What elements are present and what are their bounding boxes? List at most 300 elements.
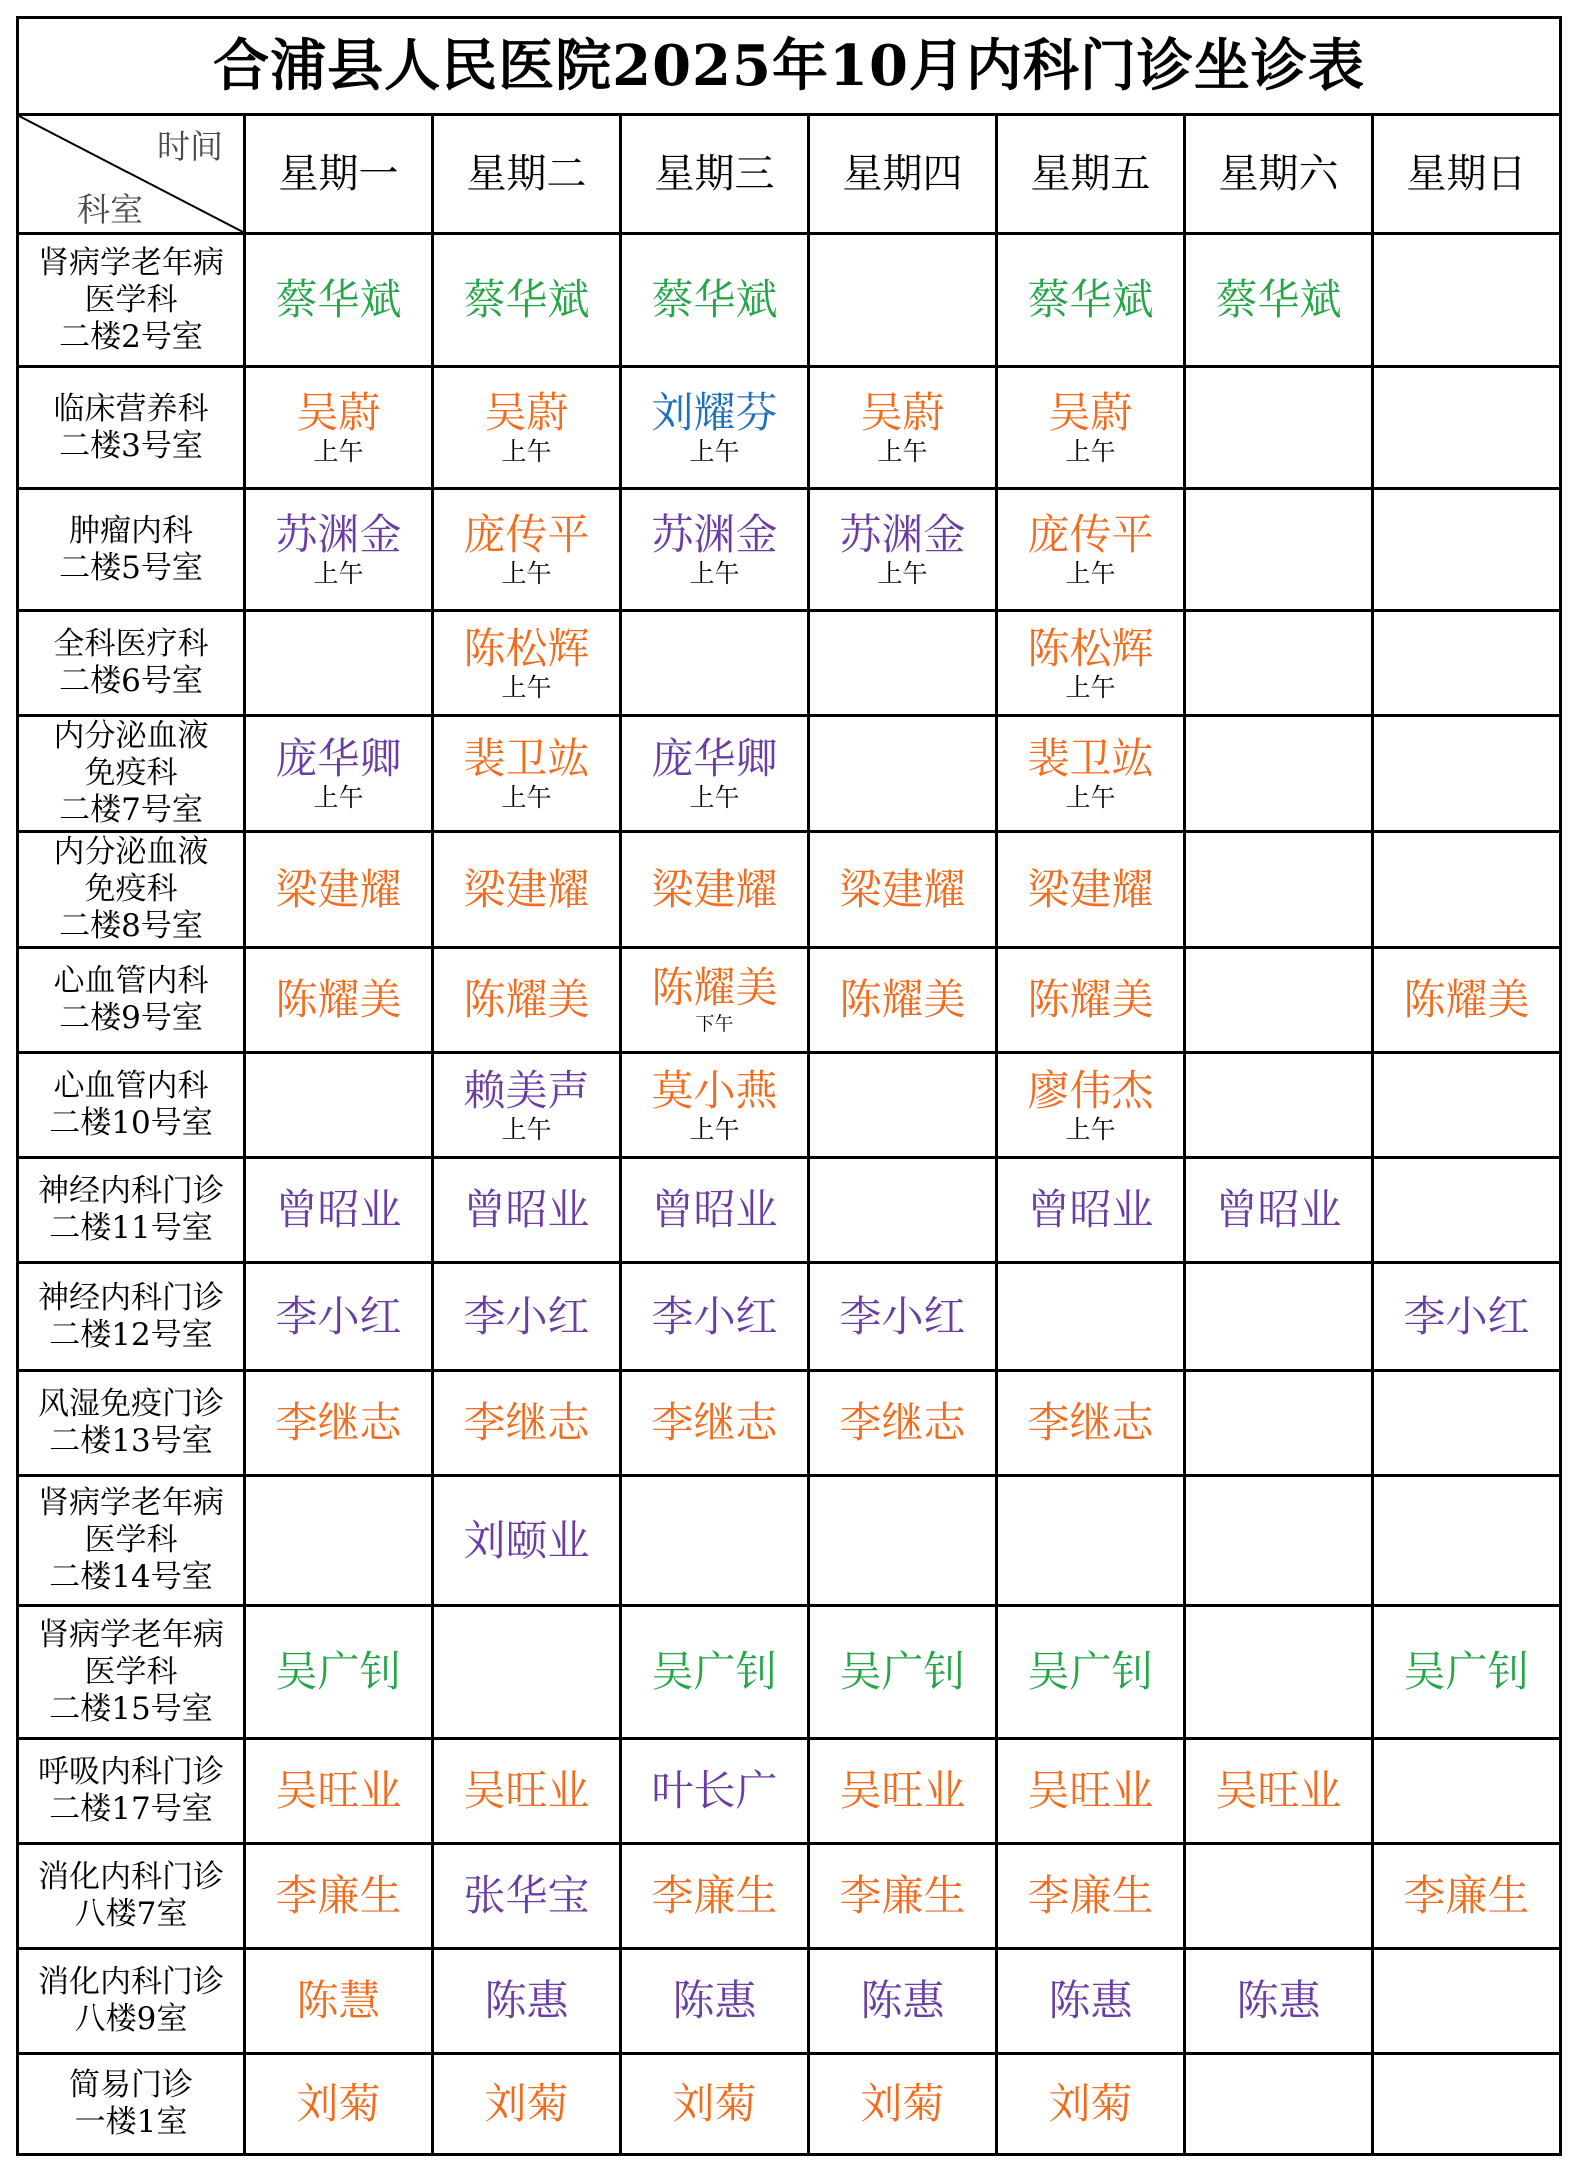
department-label-line: 心血管内科 xyxy=(53,1068,209,1104)
doctor-entry xyxy=(998,977,1183,1023)
department-label-line: 内分泌血液 xyxy=(53,718,209,754)
doctor-name: 李继志 xyxy=(1027,1398,1154,1447)
schedule-cell xyxy=(809,2054,997,2155)
doctor-entry xyxy=(246,1649,431,1695)
doctor-entry xyxy=(246,277,431,323)
schedule-cell xyxy=(433,2054,621,2155)
doctor-entry xyxy=(622,864,807,914)
session-label: 上午 xyxy=(689,437,740,466)
corner-dept-label: 科室 xyxy=(77,190,143,229)
department-label-line: 肿瘤内科 xyxy=(69,512,193,549)
schedule-cell xyxy=(1185,1949,1373,2054)
department-cell xyxy=(18,1371,245,1476)
department-cell xyxy=(18,1844,245,1949)
doctor-entry xyxy=(622,1873,807,1919)
schedule-cell xyxy=(1185,948,1373,1053)
doctor-name: 梁建耀 xyxy=(275,864,402,914)
doctor-entry xyxy=(246,977,431,1023)
department-label-line: 简易门诊 xyxy=(69,2067,193,2103)
schedule-cell xyxy=(1185,1263,1373,1371)
doctor-name: 廖伟杰 xyxy=(1027,1065,1154,1115)
schedule-cell xyxy=(621,234,809,367)
schedule-cell xyxy=(245,611,433,716)
schedule-cell xyxy=(997,367,1185,489)
doctor-entry xyxy=(998,1187,1183,1233)
schedule-cell xyxy=(809,611,997,716)
doctor-name: 陈惠 xyxy=(672,1976,757,2025)
day-header-sunday: 星期日 xyxy=(1373,115,1561,234)
department-cell xyxy=(18,1053,245,1158)
doctor-entry xyxy=(1186,1187,1371,1233)
department-cell xyxy=(18,832,245,948)
doctor-name: 庞华卿 xyxy=(651,734,778,783)
session-label: 上午 xyxy=(1065,783,1116,812)
doctor-entry xyxy=(810,1873,995,1919)
schedule-cell xyxy=(1185,234,1373,367)
doctor-name: 李廉生 xyxy=(1403,1871,1530,1920)
doctor-entry xyxy=(998,1649,1183,1695)
doctor-name: 蔡华斌 xyxy=(1215,275,1342,324)
schedule-row xyxy=(18,1158,1561,1263)
doctor-entry xyxy=(246,512,431,587)
department-label-line: 二楼7号室 xyxy=(59,792,203,828)
department-label-line: 二楼9号室 xyxy=(59,1000,203,1036)
department-label-line: 神经内科门诊 xyxy=(38,1173,224,1209)
doctor-entry xyxy=(998,864,1183,914)
doctor-entry xyxy=(246,1400,431,1446)
corner-time-label: 时间 xyxy=(157,127,223,166)
schedule-cell xyxy=(433,1739,621,1844)
doctor-name: 吴旺业 xyxy=(275,1766,402,1815)
schedule-row xyxy=(18,1606,1561,1739)
schedule-cell xyxy=(433,832,621,948)
schedule-cell xyxy=(245,1476,433,1606)
doctor-entry xyxy=(622,1065,807,1144)
session-label: 上午 xyxy=(1065,559,1116,588)
doctor-name: 苏渊金 xyxy=(275,510,402,559)
doctor-name: 陈耀美 xyxy=(1403,975,1530,1024)
schedule-cell xyxy=(1185,832,1373,948)
doctor-name: 吴旺业 xyxy=(463,1766,590,1815)
schedule-cell xyxy=(1373,367,1561,489)
doctor-entry xyxy=(434,1065,619,1144)
doctor-entry xyxy=(246,1873,431,1919)
doctor-name: 陈惠 xyxy=(860,1976,945,2025)
schedule-cell xyxy=(997,1158,1185,1263)
schedule-cell xyxy=(433,1263,621,1371)
schedule-cell xyxy=(1373,1371,1561,1476)
doctor-entry xyxy=(998,1400,1183,1446)
department-label-line: 心血管内科 xyxy=(53,963,209,999)
schedule-cell xyxy=(809,832,997,948)
day-header-thursday: 星期四 xyxy=(809,115,997,234)
schedule-cell xyxy=(997,1263,1185,1371)
department-label-line: 风湿免疫门诊 xyxy=(38,1386,224,1422)
doctor-name: 陈松辉 xyxy=(463,623,590,673)
doctor-entry xyxy=(246,1768,431,1814)
schedule-cell xyxy=(1373,1739,1561,1844)
title-row xyxy=(18,18,1561,115)
doctor-name: 庞传平 xyxy=(1027,510,1154,559)
doctor-entry xyxy=(622,1768,807,1814)
doctor-name: 吴广钊 xyxy=(1027,1647,1154,1696)
session-label: 上午 xyxy=(1065,437,1116,466)
schedule-cell xyxy=(433,489,621,611)
doctor-entry xyxy=(434,864,619,914)
schedule-cell xyxy=(621,1844,809,1949)
schedule-cell xyxy=(433,1053,621,1158)
doctor-name: 陈耀美 xyxy=(651,963,778,1012)
doctor-name: 裴卫竑 xyxy=(463,734,590,783)
doctor-name: 蔡华斌 xyxy=(1027,275,1154,324)
schedule-row xyxy=(18,1371,1561,1476)
schedule-cell xyxy=(245,832,433,948)
schedule-cell xyxy=(1185,367,1373,489)
doctor-name: 苏渊金 xyxy=(839,510,966,559)
schedule-cell xyxy=(1373,1158,1561,1263)
schedule-row xyxy=(18,948,1561,1053)
schedule-row xyxy=(18,1949,1561,2054)
department-label-line: 一楼1室 xyxy=(74,2104,188,2140)
schedule-cell xyxy=(245,716,433,832)
schedule-cell xyxy=(1185,1606,1373,1739)
schedule-cell xyxy=(997,716,1185,832)
schedule-cell xyxy=(245,1263,433,1371)
doctor-name: 陈耀美 xyxy=(839,975,966,1024)
department-label-line: 二楼13号室 xyxy=(49,1423,213,1459)
schedule-cell xyxy=(809,716,997,832)
doctor-name: 蔡华斌 xyxy=(275,275,402,324)
schedule-cell xyxy=(1373,1844,1561,1949)
department-label-line: 临床营养科 xyxy=(53,390,209,427)
doctor-name: 吴广钊 xyxy=(651,1647,778,1696)
schedule-row xyxy=(18,1263,1561,1371)
department-label-line: 二楼14号室 xyxy=(49,1559,213,1595)
session-label: 上午 xyxy=(877,437,928,466)
schedule-cell xyxy=(809,1844,997,1949)
doctor-name: 赖美声 xyxy=(463,1065,590,1115)
doctor-name: 吴蔚 xyxy=(860,388,945,437)
session-label: 上午 xyxy=(501,1114,552,1144)
schedule-cell xyxy=(245,1371,433,1476)
doctor-entry xyxy=(246,1291,431,1341)
schedule-cell xyxy=(245,1158,433,1263)
doctor-entry xyxy=(434,2081,619,2127)
doctor-entry xyxy=(246,2081,431,2127)
schedule-cell xyxy=(621,1476,809,1606)
schedule-cell xyxy=(621,611,809,716)
doctor-entry xyxy=(998,1873,1183,1919)
doctor-entry xyxy=(246,864,431,914)
session-label: 上午 xyxy=(313,783,364,812)
doctor-entry xyxy=(246,1187,431,1233)
schedule-cell xyxy=(997,1949,1185,2054)
department-cell xyxy=(18,1739,245,1844)
schedule-cell xyxy=(1373,1263,1561,1371)
schedule-cell xyxy=(621,1371,809,1476)
doctor-name: 刘菊 xyxy=(484,2079,569,2128)
schedule-cell xyxy=(245,1949,433,2054)
doctor-entry xyxy=(434,277,619,323)
schedule-cell xyxy=(245,2054,433,2155)
header-row xyxy=(18,115,1561,234)
doctor-entry xyxy=(810,864,995,914)
session-label: 上午 xyxy=(313,437,364,466)
day-header-monday: 星期一 xyxy=(245,115,433,234)
schedule-cell xyxy=(1185,611,1373,716)
doctor-name: 吴广钊 xyxy=(839,1647,966,1696)
doctor-name: 李廉生 xyxy=(275,1871,402,1920)
doctor-name: 李继志 xyxy=(839,1398,966,1447)
schedule-cell xyxy=(621,2054,809,2155)
schedule-cell xyxy=(809,489,997,611)
department-label-line: 肾病学老年病 xyxy=(38,1485,224,1521)
doctor-entry xyxy=(434,1978,619,2024)
doctor-entry xyxy=(434,623,619,702)
department-cell xyxy=(18,716,245,832)
schedule-cell xyxy=(809,367,997,489)
day-header-tuesday: 星期二 xyxy=(433,115,621,234)
schedule-cell xyxy=(997,1476,1185,1606)
doctor-entry xyxy=(998,390,1183,465)
session-label: 上午 xyxy=(313,559,364,588)
department-label-line: 二楼15号室 xyxy=(49,1690,213,1727)
doctor-entry xyxy=(810,1768,995,1814)
doctor-name: 刘颐业 xyxy=(463,1515,590,1565)
doctor-name: 裴卫竑 xyxy=(1027,734,1154,783)
department-label-line: 二楼17号室 xyxy=(49,1791,213,1827)
doctor-name: 庞华卿 xyxy=(275,734,402,783)
schedule-cell xyxy=(997,234,1185,367)
doctor-entry xyxy=(998,512,1183,587)
doctor-name: 李廉生 xyxy=(839,1871,966,1920)
doctor-name: 李小红 xyxy=(651,1291,778,1341)
corner-header xyxy=(19,116,243,232)
doctor-name: 曾昭业 xyxy=(275,1185,402,1234)
schedule-cell xyxy=(809,1949,997,2054)
schedule-cell xyxy=(1185,1739,1373,1844)
department-label-line: 二楼6号室 xyxy=(59,663,203,699)
department-label-line: 免疫科 xyxy=(84,755,178,791)
doctor-name: 吴旺业 xyxy=(1027,1766,1154,1815)
schedule-row xyxy=(18,832,1561,948)
department-cell xyxy=(18,234,245,367)
schedule-cell xyxy=(433,1606,621,1739)
department-label-line: 医学科 xyxy=(84,281,178,318)
schedule-cell xyxy=(809,234,997,367)
schedule-row xyxy=(18,1476,1561,1606)
doctor-name: 刘菊 xyxy=(296,2079,381,2128)
schedule-cell xyxy=(433,1371,621,1476)
doctor-name: 陈惠 xyxy=(484,1976,569,2025)
schedule-row xyxy=(18,611,1561,716)
doctor-name: 李继志 xyxy=(275,1398,402,1447)
schedule-cell xyxy=(1185,716,1373,832)
doctor-name: 吴蔚 xyxy=(484,388,569,437)
doctor-name: 吴广钊 xyxy=(275,1647,402,1696)
department-label-line: 消化内科门诊 xyxy=(38,1859,224,1895)
session-label: 上午 xyxy=(501,672,552,702)
schedule-cell xyxy=(245,1844,433,1949)
department-cell xyxy=(18,2054,245,2155)
schedule-cell xyxy=(1373,716,1561,832)
schedule-table xyxy=(16,16,1562,2156)
schedule-cell xyxy=(997,2054,1185,2155)
page-title: 合浦县人民医院2025年10月内科门诊坐诊表 xyxy=(18,18,1561,115)
schedule-cell xyxy=(621,1158,809,1263)
doctor-name: 叶长广 xyxy=(651,1766,778,1815)
schedule-cell xyxy=(1185,489,1373,611)
doctor-entry xyxy=(434,1873,619,1919)
schedule-cell xyxy=(997,1844,1185,1949)
doctor-entry xyxy=(434,736,619,811)
doctor-name: 陈耀美 xyxy=(275,975,402,1024)
schedule-cell xyxy=(245,948,433,1053)
schedule-cell xyxy=(621,367,809,489)
schedule-cell xyxy=(621,948,809,1053)
doctor-name: 梁建耀 xyxy=(463,864,590,914)
doctor-entry xyxy=(810,512,995,587)
doctor-name: 陈耀美 xyxy=(1027,975,1154,1024)
doctor-name: 李小红 xyxy=(463,1291,590,1341)
department-label-line: 二楼12号室 xyxy=(49,1316,213,1353)
doctor-entry xyxy=(434,1187,619,1233)
doctor-entry xyxy=(998,2081,1183,2127)
schedule-cell xyxy=(245,234,433,367)
schedule-cell xyxy=(1185,2054,1373,2155)
schedule-cell xyxy=(621,1739,809,1844)
doctor-name: 陈惠 xyxy=(1048,1976,1133,2025)
doctor-entry xyxy=(810,1649,995,1695)
doctor-entry xyxy=(1186,1978,1371,2024)
day-header-friday: 星期五 xyxy=(997,115,1185,234)
department-cell xyxy=(18,1158,245,1263)
doctor-entry xyxy=(998,736,1183,811)
schedule-cell xyxy=(1373,489,1561,611)
doctor-entry xyxy=(998,623,1183,702)
schedule-cell xyxy=(433,1844,621,1949)
schedule-cell xyxy=(1373,1053,1561,1158)
schedule-cell xyxy=(245,1606,433,1739)
doctor-entry xyxy=(998,277,1183,323)
doctor-name: 刘菊 xyxy=(672,2079,757,2128)
doctor-entry xyxy=(1374,1291,1559,1341)
schedule-cell xyxy=(621,1949,809,2054)
schedule-cell xyxy=(433,611,621,716)
schedule-body xyxy=(18,234,1561,2155)
doctor-name: 陈慧 xyxy=(296,1976,381,2025)
department-label-line: 八楼9室 xyxy=(74,2001,188,2037)
doctor-entry xyxy=(810,2081,995,2127)
doctor-entry xyxy=(246,1978,431,2024)
doctor-name: 梁建耀 xyxy=(839,864,966,914)
doctor-name: 陈惠 xyxy=(1236,1976,1321,2025)
schedule-row xyxy=(18,1844,1561,1949)
department-label-line: 二楼10号室 xyxy=(49,1105,213,1141)
doctor-entry xyxy=(998,1978,1183,2024)
doctor-name: 李廉生 xyxy=(1027,1871,1154,1920)
department-cell xyxy=(18,1606,245,1739)
session-label: 下午 xyxy=(695,1013,734,1035)
doctor-entry xyxy=(246,390,431,465)
session-label: 上午 xyxy=(501,783,552,812)
schedule-cell xyxy=(433,234,621,367)
doctor-name: 李继志 xyxy=(651,1398,778,1447)
doctor-name: 蔡华斌 xyxy=(651,275,778,324)
doctor-entry xyxy=(434,1400,619,1446)
schedule-cell xyxy=(1373,832,1561,948)
doctor-name: 庞传平 xyxy=(463,510,590,559)
department-label-line: 八楼7室 xyxy=(74,1896,188,1932)
schedule-cell xyxy=(997,832,1185,948)
doctor-name: 吴旺业 xyxy=(1215,1766,1342,1815)
doctor-entry xyxy=(434,1515,619,1565)
doctor-entry xyxy=(998,1768,1183,1814)
schedule-row xyxy=(18,2054,1561,2155)
doctor-name: 苏渊金 xyxy=(651,510,778,559)
schedule-cell xyxy=(1185,1053,1373,1158)
schedule-cell xyxy=(809,1053,997,1158)
session-label: 上午 xyxy=(689,1114,740,1144)
doctor-name: 李继志 xyxy=(463,1398,590,1447)
doctor-entry xyxy=(622,736,807,811)
schedule-cell xyxy=(433,1949,621,2054)
corner-header-cell xyxy=(18,115,245,234)
schedule-cell xyxy=(1185,1158,1373,1263)
department-label-line: 肾病学老年病 xyxy=(38,1616,224,1653)
doctor-entry xyxy=(622,1291,807,1341)
schedule-cell xyxy=(809,1476,997,1606)
doctor-entry xyxy=(810,1400,995,1446)
schedule-cell xyxy=(621,832,809,948)
doctor-name: 刘菊 xyxy=(1048,2079,1133,2128)
schedule-row xyxy=(18,1739,1561,1844)
schedule-cell xyxy=(809,948,997,1053)
doctor-entry xyxy=(434,977,619,1023)
department-label-line: 肾病学老年病 xyxy=(38,244,224,281)
schedule-cell xyxy=(809,1371,997,1476)
doctor-entry xyxy=(1186,1768,1371,1814)
doctor-entry xyxy=(622,277,807,323)
doctor-entry xyxy=(622,390,807,465)
schedule-cell xyxy=(1185,1476,1373,1606)
doctor-entry xyxy=(1374,977,1559,1023)
department-label-line: 呼吸内科门诊 xyxy=(38,1754,224,1790)
doctor-name: 曾昭业 xyxy=(1215,1185,1342,1234)
schedule-cell xyxy=(245,1053,433,1158)
department-label-line: 二楼8号室 xyxy=(59,908,203,944)
department-label-line: 消化内科门诊 xyxy=(38,1964,224,2000)
doctor-entry xyxy=(622,2081,807,2127)
schedule-cell xyxy=(433,716,621,832)
doctor-entry xyxy=(998,1065,1183,1144)
schedule-row xyxy=(18,716,1561,832)
department-label-line: 神经内科门诊 xyxy=(38,1279,224,1316)
doctor-name: 吴广钊 xyxy=(1403,1647,1530,1696)
doctor-entry xyxy=(622,512,807,587)
session-label: 上午 xyxy=(501,437,552,466)
schedule-cell xyxy=(1373,948,1561,1053)
doctor-name: 梁建耀 xyxy=(1027,864,1154,914)
doctor-entry xyxy=(810,1978,995,2024)
department-label-line: 二楼2号室 xyxy=(59,318,203,355)
schedule-row xyxy=(18,234,1561,367)
schedule-cell xyxy=(1373,2054,1561,2155)
schedule-cell xyxy=(433,367,621,489)
department-label-line: 医学科 xyxy=(84,1653,178,1690)
schedule-cell xyxy=(433,1158,621,1263)
department-label-line: 医学科 xyxy=(84,1522,178,1558)
